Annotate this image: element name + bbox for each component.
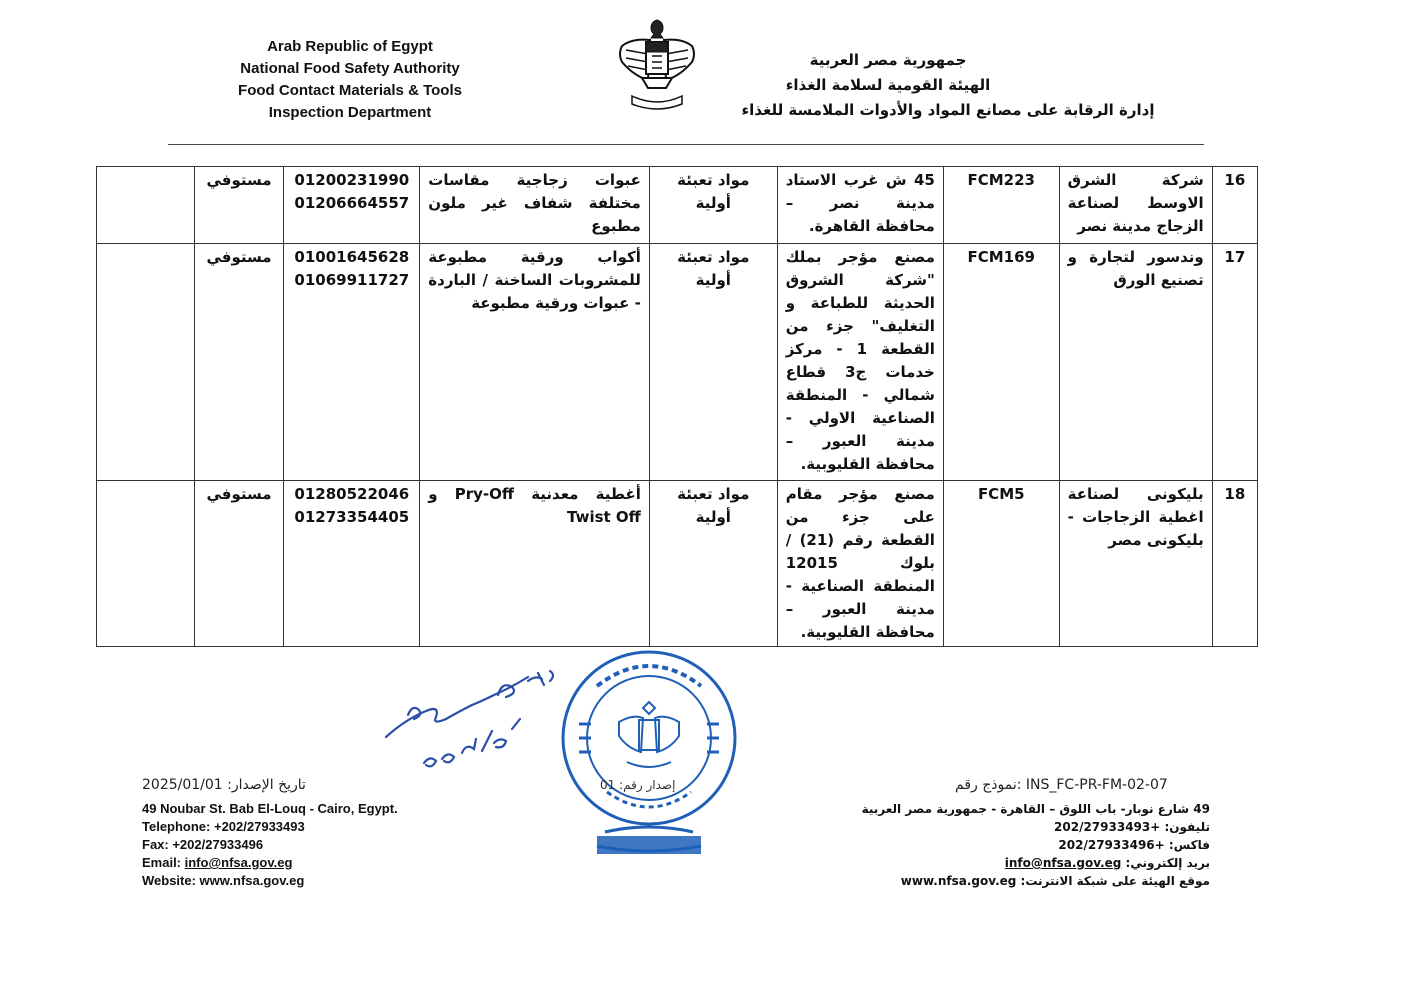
phone-number: 01273354405 — [294, 508, 410, 526]
issue-number: إصدار رقم: 01 — [600, 778, 676, 792]
phone-numbers — [284, 481, 420, 647]
products: أكواب ورقية مطبوعة للمشروبات الساخنة / الباردة - عبوات ورقية مطبوعة — [420, 244, 650, 481]
footer-contact-english — [142, 800, 398, 890]
company-address: مصنع مؤجر مقام على جزء من القطعة رقم (21) / بلوك 12015 المنطقة الصناعية - مدينة العبور – محافظة القليوبية. — [777, 481, 943, 647]
company-name: بليكونى لصناعة اغطية الزجاجات - بليكونى مصر — [1059, 481, 1212, 647]
issue-date: تاريخ الإصدار: 2025/01/01 — [142, 777, 306, 793]
footer-fax: فاكس: +202/27933496 — [1058, 838, 1210, 852]
company-address: مصنع مؤجر بملك "شركة الشروق الحديثة للطباعة و التغليف" جزء من القطعة 1 - مركز خدمات ج3 قطاع شمالي - المنطقة الصناعية الاولي - مدينة العبور – محافظة القليوبية. — [777, 244, 943, 481]
header-en-line: Arab Republic of Egypt — [267, 38, 433, 55]
header-english — [200, 36, 500, 124]
company-name: شركة الشرق الاوسط لصناعة الزجاج مدينة نصر — [1059, 167, 1212, 244]
footer-email — [142, 854, 398, 872]
handwritten-signature-icon — [378, 655, 568, 775]
header-arabic — [628, 48, 1155, 123]
status-badge: مستوفي — [194, 167, 284, 244]
footer-fax: Fax: +202/27933496 — [142, 837, 264, 852]
phone-number: 01206664557 — [294, 194, 410, 212]
footer-website: Website: www.nfsa.gov.eg — [142, 873, 305, 888]
footer-telephone: Telephone: +202/27933493 — [142, 819, 305, 834]
row-number: 18 — [1212, 481, 1257, 647]
company-address: 45 ش غرب الاستاد مدينة نصر – محافظة القاهرة. — [777, 167, 943, 244]
phone-number: 01200231990 — [294, 171, 410, 189]
footer-address: 49 Noubar St. Bab El-Louq - Cairo, Egypt. — [142, 801, 398, 816]
phone-numbers — [284, 244, 420, 481]
products: عبوات زجاجية مقاسات مختلفة شفاف غير ملون مطبوع — [420, 167, 650, 244]
products: أغطية معدنية Pry-Off و Twist Off — [420, 481, 650, 647]
phone-number: 01069911727 — [294, 271, 410, 289]
footer-telephone: تليفون: +202/27933493 — [1054, 820, 1210, 834]
header-ar-line: جمهورية مصر العربية — [809, 51, 967, 69]
footer-address: 49 شارع نوبار- باب اللوق – القاهرة - جمهورية مصر العربية — [861, 802, 1210, 816]
company-name: وندسور لتجارة و تصنيع الورق — [1059, 244, 1212, 481]
registration-code: FCM5 — [943, 481, 1059, 647]
table-row — [97, 167, 1258, 244]
footer-email-label: Email: — [142, 855, 185, 870]
footer-email-label: بريد إلكتروني: — [1121, 856, 1210, 870]
table-row — [97, 244, 1258, 481]
header-en-line: National Food Safety Authority — [240, 60, 460, 77]
email-link[interactable]: info@nfsa.gov.eg — [1004, 856, 1122, 870]
activity-type: مواد تعبئة أولية — [649, 167, 777, 244]
footer-website: موقع الهيئة على شبكة الانترنت: www.nfsa.gov.eg — [900, 874, 1210, 888]
form-number: نموذج رقم: INS_FC-PR-FM-02-07 — [955, 777, 1168, 793]
row-number: 16 — [1212, 167, 1257, 244]
status-badge: مستوفي — [194, 244, 284, 481]
facilities-table — [96, 166, 1258, 647]
empty-cell — [97, 481, 195, 647]
header-en-line: Inspection Department — [268, 104, 432, 121]
empty-cell — [97, 167, 195, 244]
status-badge: مستوفي — [194, 481, 284, 647]
footer-email — [862, 854, 1210, 872]
phone-numbers — [284, 167, 420, 244]
header-ar-line: الهيئة القومية لسلامة الغذاء — [785, 76, 991, 94]
row-number: 17 — [1212, 244, 1257, 481]
official-stamp-icon — [557, 646, 737, 862]
email-link[interactable]: info@nfsa.gov.eg — [184, 855, 293, 870]
empty-cell — [97, 244, 195, 481]
header-divider — [168, 144, 1204, 145]
registration-code: FCM223 — [943, 167, 1059, 244]
activity-type: مواد تعبئة أولية — [649, 244, 777, 481]
table-row — [97, 481, 1258, 647]
header-en-line: Food Contact Materials & Tools — [238, 82, 462, 99]
phone-number: 01280522046 — [294, 485, 410, 503]
header-ar-line: إدارة الرقابة على مصانع المواد والأدوات الملامسة للغذاء — [741, 101, 1155, 119]
footer-contact-arabic — [862, 800, 1210, 890]
activity-type: مواد تعبئة أولية — [649, 481, 777, 647]
phone-number: 01001645628 — [294, 248, 410, 266]
registration-code: FCM169 — [943, 244, 1059, 481]
